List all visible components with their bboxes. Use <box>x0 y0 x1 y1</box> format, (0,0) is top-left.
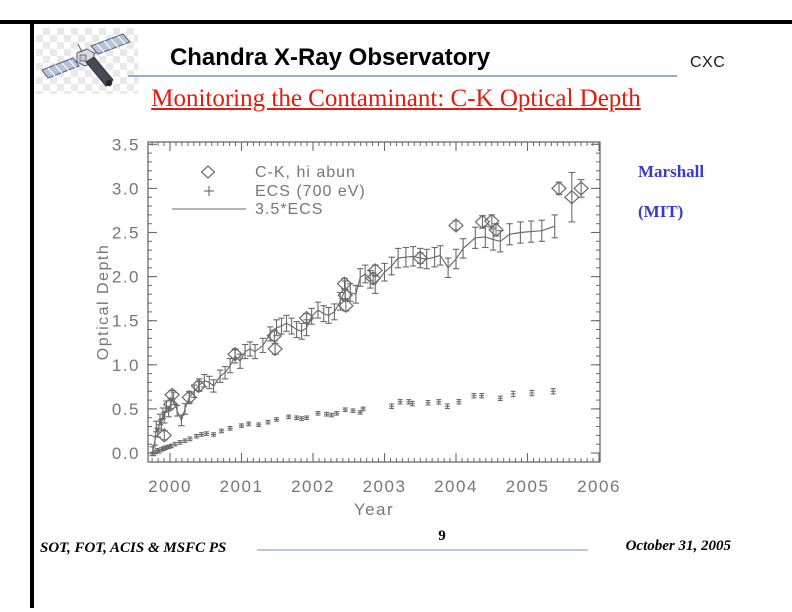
credit-block <box>638 162 748 222</box>
svg-text:2.0: 2.0 <box>111 267 140 287</box>
footer-rule <box>257 549 588 551</box>
credit-affiliation: (MIT) <box>638 202 684 221</box>
svg-text:2006: 2006 <box>577 477 621 496</box>
svg-text:Optical Depth: Optical Depth <box>95 243 112 361</box>
svg-text:2.5: 2.5 <box>111 223 140 243</box>
cxc-label: CXC <box>690 54 726 71</box>
credit-name: Marshall <box>638 162 705 181</box>
page-title: Chandra X-Ray Observatory <box>169 44 491 71</box>
svg-text:2001: 2001 <box>219 477 264 496</box>
svg-text:Year: Year <box>353 500 395 519</box>
svg-text:3.0: 3.0 <box>111 179 140 199</box>
svg-text:2002: 2002 <box>291 477 335 496</box>
footer-author-groups: SOT, FOT, ACIS & MSFC PS <box>40 540 227 556</box>
footer-date: October 31, 2005 <box>625 538 731 554</box>
svg-text:3.5: 3.5 <box>111 135 140 155</box>
svg-text:2003: 2003 <box>362 477 407 496</box>
page-number: 9 <box>438 528 446 544</box>
svg-text:0.5: 0.5 <box>111 399 140 419</box>
svg-text:2000: 2000 <box>148 477 192 496</box>
svg-text:1.5: 1.5 <box>111 311 140 331</box>
screen-frame-left-edge <box>30 20 34 608</box>
optical-depth-chart-svg <box>95 133 625 525</box>
svg-text:ECS (700 eV): ECS (700 eV) <box>255 183 366 200</box>
header-rule <box>128 75 677 77</box>
svg-text:0.0: 0.0 <box>111 444 140 463</box>
svg-text:2004: 2004 <box>434 477 478 496</box>
svg-text:C-K, hi abun: C-K, hi abun <box>255 164 356 181</box>
svg-text:2005: 2005 <box>505 477 550 496</box>
slide-subtitle: Monitoring the Contaminant: C-K Optical Depth <box>151 85 641 112</box>
svg-text:1.0: 1.0 <box>111 355 140 375</box>
screen-frame-top-edge <box>0 20 792 24</box>
optical-depth-chart <box>95 133 625 525</box>
svg-text:3.5*ECS: 3.5*ECS <box>255 201 324 218</box>
